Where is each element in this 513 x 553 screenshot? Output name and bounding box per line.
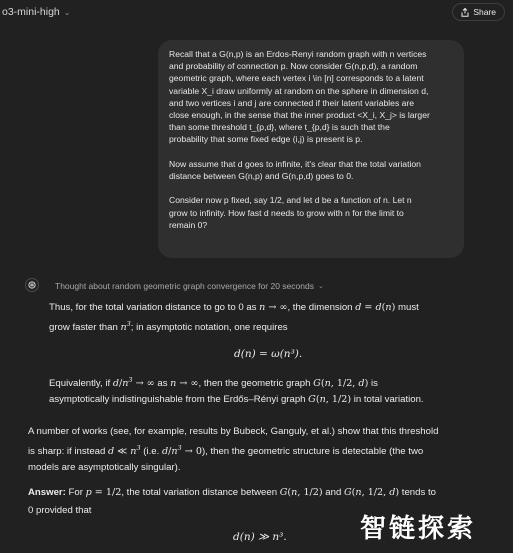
assistant-avatar [25, 278, 39, 292]
user-line: and two vertices i and j are connected if their latent variables are [169, 97, 415, 108]
top-bar [0, 0, 513, 24]
thought-label: Thought about random geometric graph convergence for 20 seconds [55, 281, 314, 291]
user-line: close enough, in the sense that the inner product <X_i, X_j> is larger [169, 110, 430, 121]
share-icon [461, 8, 469, 17]
chevron-down-icon: ⌄ [317, 283, 324, 290]
thought-summary-toggle[interactable] [55, 281, 324, 291]
answer-p1-line2: grow faster than $n^3$; in asymptotic notation, one requires [49, 320, 288, 333]
model-name: o3-mini-high [2, 6, 60, 18]
user-line: probability that some fixed edge (i,j) is present is p. [169, 134, 363, 145]
user-line: geometric graph, where each vertex i \in [n] corresponds to a latent [169, 73, 424, 84]
user-line-blank [169, 146, 452, 158]
answer-label: Answer: [28, 487, 66, 498]
user-line: distance between G(n,p) and G(n,p,d) goes to 0. [169, 171, 354, 182]
user-line: than some threshold t_{p,d}, where t_{p,d} is such that the [169, 122, 390, 133]
user-line: Consider now p fixed, say 1/2, and let d be a function of n. Let n [169, 195, 412, 206]
user-line-blank [169, 182, 452, 194]
answer-p3-line1: A number of works (see, for example, results by Bubeck, Ganguly, et al.) show that this threshold [28, 426, 439, 437]
user-line: grow to infinity. How fast d needs to grow with n for the limit to [169, 207, 404, 218]
answer-p3-line3: models are asymptotically singular). [28, 462, 181, 473]
user-message [158, 40, 464, 258]
answer-p4-line1: Answer: For p = 1/2, the total variation distance between G(n, 1/2) and G(n, 1/2, d) tends to [28, 487, 436, 498]
chevron-down-icon: ⌄ [63, 7, 71, 17]
answer-p2-line1: Equivalently, if $d/n^3$ → ∞ as n → ∞, then the geometric graph G(n, 1/2, d) is [49, 376, 378, 389]
share-label: Share [473, 7, 496, 17]
user-line: variable X_i draw uniformly at random on the sphere in dimension d, [169, 85, 429, 96]
user-line: remain 0? [169, 219, 208, 230]
model-selector[interactable] [2, 6, 70, 18]
watermark-text: 智链探索 [360, 514, 477, 544]
openai-logo-icon [27, 280, 37, 290]
equation-d-omega-n3: d(n) = ω(n³). [234, 348, 303, 360]
answer-p4-line2: 0 provided that [28, 505, 92, 516]
share-button[interactable] [452, 3, 505, 21]
equation-d-gg-n3: d(n) ≫ n³. [233, 531, 287, 543]
answer-p3-line2: is sharp: if instead d ≪ $n^3$ (i.e. $d/n^3 \to 0$), then the geometric structure is detectable (the two [28, 444, 424, 457]
user-line: Recall that a G(n,p) is an Erdos-Renyi random graph with n vertices [169, 49, 427, 59]
answer-p1-line1: Thus, for the total variation distance to go to 0 as n → ∞, the dimension d = d(n) must [49, 302, 419, 313]
answer-p2-line2: asymptotically indistinguishable from the Erdős–Rényi graph G(n, 1/2) in total variation. [49, 394, 424, 405]
user-line: Now assume that d goes to infinite, it's clear that the total variation [169, 158, 421, 169]
user-line: and probability of connection p. Now consider G(n,p,d), a random [169, 61, 418, 72]
